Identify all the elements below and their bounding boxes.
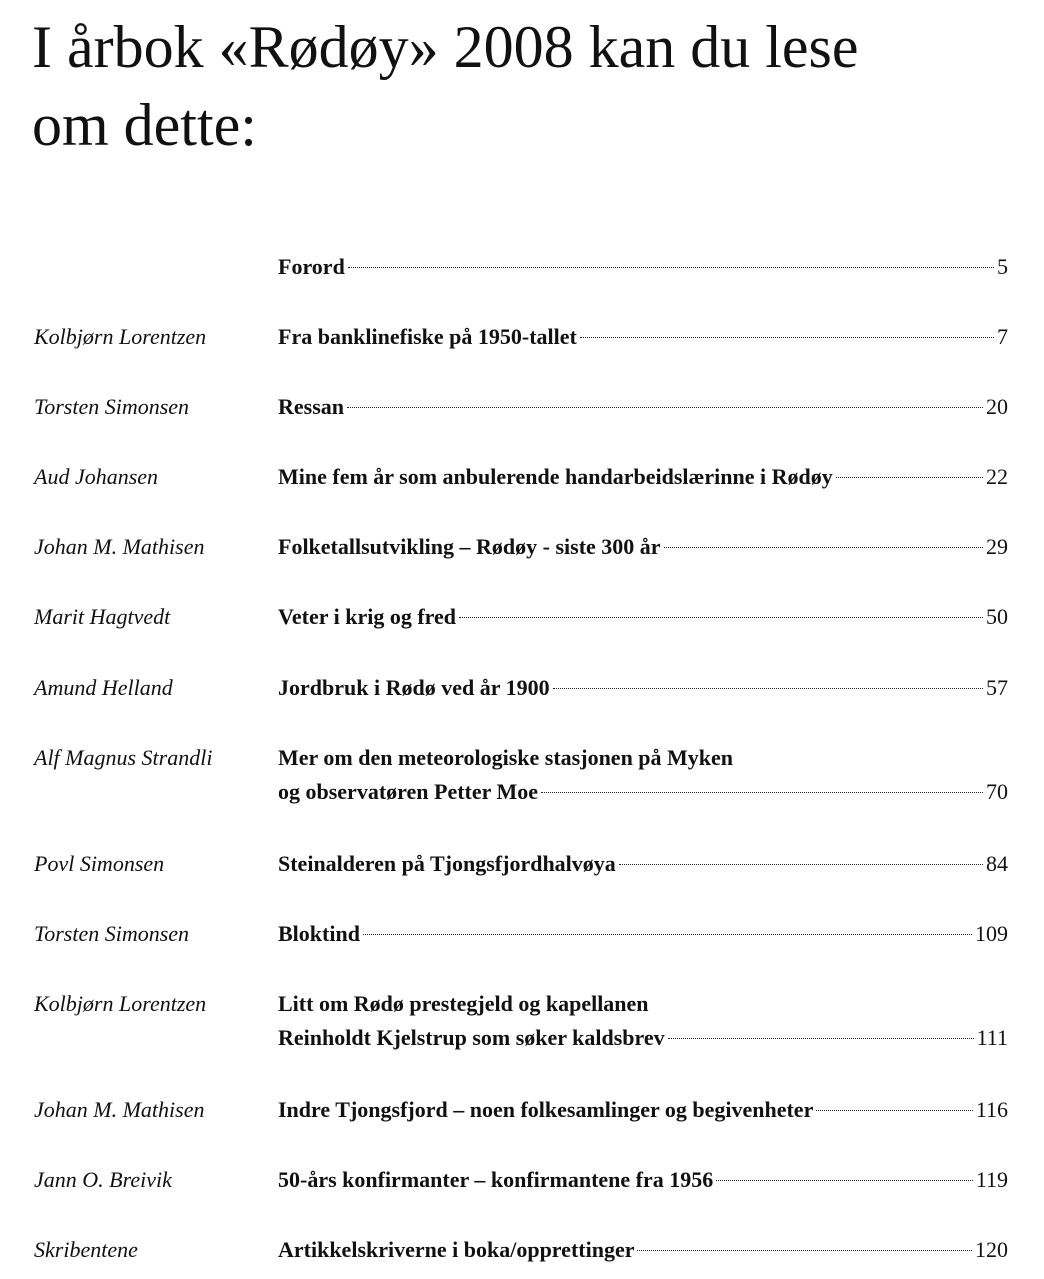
entry-title-block	[278, 1233, 1008, 1267]
entry-page-number: 57	[986, 675, 1008, 700]
entry-line	[278, 847, 1008, 881]
dot-leader	[637, 1250, 972, 1251]
entry-line	[278, 1093, 1008, 1127]
dot-leader	[363, 934, 972, 935]
dot-leader	[459, 617, 983, 618]
entry-author: Povl Simonsen	[34, 851, 165, 876]
dot-leader	[541, 792, 983, 793]
entry-line	[278, 460, 1008, 494]
entry-author: Jann O. Breivik	[34, 1167, 172, 1192]
entry-title: 50-års konfirmanter – konfirmantene fra 1956	[278, 1167, 714, 1192]
entry-author: Kolbjørn Lorentzen	[34, 324, 207, 349]
entry-author: Kolbjørn Lorentzen	[34, 991, 207, 1016]
entry-page-number: 20	[986, 394, 1008, 419]
entry-title-first-line: Mer om den meteorologiske stasjonen på Myken	[278, 745, 734, 770]
entry-line	[278, 917, 1008, 951]
entry-page-number: 119	[975, 1167, 1008, 1192]
page-title-line-2: om dette:	[32, 92, 257, 158]
entry-title-block	[278, 671, 1008, 705]
entry-page-number: 120	[975, 1237, 1008, 1262]
entry-author: Johan M. Mathisen	[34, 1097, 205, 1122]
entry-page-number: 7	[997, 324, 1008, 349]
entry-title: Artikkelskriverne i boka/opprettinger	[278, 1237, 635, 1262]
dot-leader	[553, 688, 983, 689]
dot-leader	[347, 407, 983, 408]
entry-title-block	[278, 320, 1008, 354]
entry-title-block	[278, 530, 1008, 564]
entry-title-block	[278, 600, 1008, 634]
entry-line	[278, 1021, 1008, 1055]
dot-leader	[348, 267, 994, 268]
entry-title: Ressan	[278, 394, 345, 419]
entry-page-number: 111	[976, 1025, 1008, 1050]
entry-page-number: 50	[986, 604, 1008, 629]
entry-title: Fra banklinefiske på 1950-tallet	[278, 324, 577, 349]
entry-line	[278, 671, 1008, 705]
entry-author: Skribentene	[34, 1237, 138, 1262]
entry-title-block	[278, 987, 1008, 1055]
dot-leader	[836, 477, 983, 478]
entry-line	[278, 320, 1008, 354]
entry-author: Torsten Simonsen	[34, 394, 190, 419]
entry-author: Amund Helland	[34, 675, 173, 700]
entry-line	[278, 1233, 1008, 1267]
entry-line	[278, 1163, 1008, 1197]
dot-leader	[580, 337, 994, 338]
entry-author: Alf Magnus Strandli	[34, 745, 213, 770]
dot-leader	[716, 1180, 973, 1181]
entry-title-block	[278, 1093, 1008, 1127]
entry-title-block	[278, 847, 1008, 881]
entry-page-number: 109	[975, 921, 1008, 946]
entry-title-first-line: Litt om Rødø prestegjeld og kapellanen	[278, 991, 649, 1016]
entry-page-number: 116	[975, 1097, 1008, 1122]
entry-page-number: 29	[986, 534, 1008, 559]
dot-leader	[664, 547, 983, 548]
entry-line	[278, 250, 1008, 284]
entry-title-block	[278, 250, 1008, 284]
entry-title: og observatøren Petter Moe	[278, 779, 539, 804]
entry-line	[278, 530, 1008, 564]
page-title-line-1: I årbok «Rødøy» 2008 kan du lese	[32, 14, 859, 80]
entry-title-block	[278, 917, 1008, 951]
dot-leader	[668, 1038, 974, 1039]
entry-title-block	[278, 390, 1008, 424]
entry-line	[278, 600, 1008, 634]
entry-title: Jordbruk i Rødø ved år 1900	[278, 675, 550, 700]
entry-title: Folketallsutvikling – Rødøy - siste 300 år	[278, 534, 661, 559]
entry-page-number: 84	[986, 851, 1008, 876]
entry-title-block	[278, 1163, 1008, 1197]
entry-author: Aud Johansen	[34, 464, 159, 489]
entry-title: Steinalderen på Tjongsfjordhalvøya	[278, 851, 616, 876]
entry-author: Johan M. Mathisen	[34, 534, 205, 559]
entry-page-number: 70	[986, 779, 1008, 804]
entry-author: Marit Hagtvedt	[34, 604, 171, 629]
entry-author: Torsten Simonsen	[34, 921, 190, 946]
entry-title: Veter i krig og fred	[278, 604, 457, 629]
entry-page-number: 22	[986, 464, 1008, 489]
entry-line	[278, 775, 1008, 809]
entry-title-block	[278, 460, 1008, 494]
entry-title-block	[278, 741, 1008, 809]
entry-title: Forord	[278, 254, 345, 279]
entry-line	[278, 390, 1008, 424]
entry-title: Indre Tjongsfjord – noen folkesamlinger og begivenheter	[278, 1097, 814, 1122]
entry-title: Reinholdt Kjelstrup som søker kaldsbrev	[278, 1025, 665, 1050]
dot-leader	[816, 1110, 972, 1111]
entry-title: Mine fem år som anbulerende handarbeidslærinne i Rødøy	[278, 464, 833, 489]
entry-page-number: 5	[997, 254, 1008, 279]
dot-leader	[619, 864, 983, 865]
entry-title: Bloktind	[278, 921, 360, 946]
